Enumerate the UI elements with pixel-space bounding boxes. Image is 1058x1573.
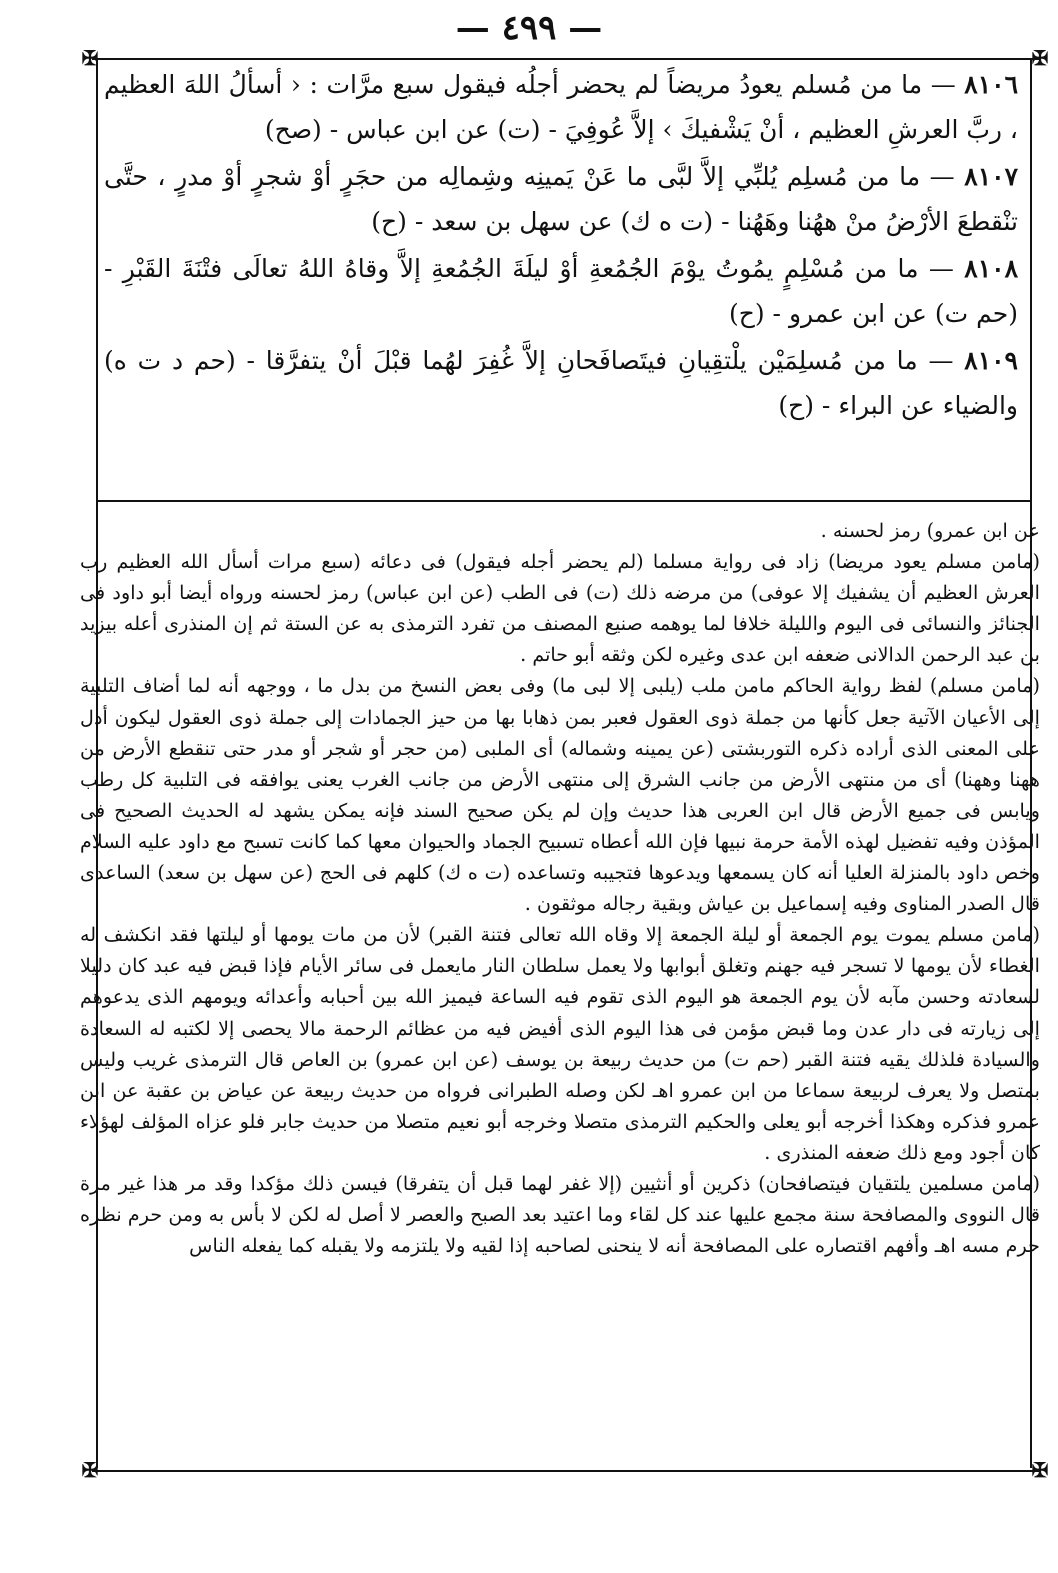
commentary-paragraph: (مامن مسلمين يلتقيان فيتصافحان) ذكرين أو أنثيين (إلا غفر لهما قبل أن يتفرقا) فيسن ذلك مؤكدا وقد مر هذا غير مرة قال النووى والمصافحة سنة مجمع عليها عند كل لقاء وما اعتيد بعد الصبح والعصر لا أصل له لكن لا بأس به ومن حرم نظره حرم مسه اهـ وأفهم اقتصاره على المصافحة أنه لا ينحنى لصاحبه إذا لقيه ولا يلتزمه ولا يقبله كما يفعله الناس <box>80 1171 1040 1258</box>
hadith-entry: ٨١٠٦ — ما من مُسلم يعودُ مريضاً لم يحضر أجلُه فيقول سبع مرَّات : ‹ أسألُ اللهَ العظيم ، ربَّ العرشِ العظيم ، أنْ يَشْفيكَ › إلاَّ عُوفِيَ - (ت) عن ابن عباس - (صح) <box>104 70 1018 144</box>
corner-ornament-icon: ✠ <box>81 46 99 70</box>
hadith-text: ما من مُسْلِمٍ يمُوتُ يوْمَ الجُمُعةِ أوْ ليلَةَ الجُمُعةِ إلاَّ وقاهُ اللهُ تعالَى فتْنَةَ القَبْرِ - (حم ت) عن ابن عمرو - (ح) <box>104 254 1018 328</box>
frame-top-rule <box>92 58 1040 60</box>
commentary-paragraph: (مامن مسلم يموت يوم الجمعة أو ليلة الجمعة إلا وقاه الله تعالى فتنة القبر) لأن من مات يومها أو ليلتها فقد انكشف له الغطاء لأن يومها لا تسجر فيه جهنم وتغلق أبوابها ولا يعمل سلطان النار مايعمل فى سائر الأيام فإذا قبض فيه عبد كان دليلا لسعادته وحسن مآبه لأن يوم الجمعة هو اليوم الذى تقوم فيه الساعة فيميز الله بين أحبابه وأعدائه ويومهم الذى يدعوهم إلى زيارته فى دار عدن وما قبض مؤمن فى هذا اليوم الذى أفيض فيه من عظائم الرحمة مالا يحصى إلا لكتبه له السعادة والسيادة فلذلك يقيه فتنة القبر (حم ت) من حديث ربيعة بن يوسف (عن ابن عمرو) بن العاص قال الترمذى غريب وليس بمتصل ولا يعرف لربيعة سماعا من ابن عمرو اهـ لكن وصله الطبرانى فرواه من حديث ربيعة عن عياض بن عقبة عن ابن عمرو فذكره وهكذا أخرجه أبو يعلى والحكيم الترمذى متصلا وخرجه أبو نعيم متصلا من حديث جابر فلو عزاه المؤلف لهؤلاء كان أجود ومع ذلك ضعفه المنذرى . <box>80 923 1040 1164</box>
hadith-entry: ٨١٠٧ — ما من مُسلِم يُلبِّي إلاَّ لبَّى ما عَنْ يَمينِه وشِمالِه من حجَرٍ أوْ شجرٍ أوْ مدرٍ ، حتَّى تنْقطعَ الأرْضُ منْ ههُنا وهَهُنا - (ت ه ك) عن سهل بن سعد - (ح) <box>104 162 1018 236</box>
hadith-entry: ٨١٠٨ — ما من مُسْلِمٍ يمُوتُ يوْمَ الجُمُعةِ أوْ ليلَةَ الجُمُعةِ إلاَّ وقاهُ اللهُ تعالَى فتْنَةَ القَبْرِ - (حم ت) عن ابن عمرو - (ح) <box>104 254 1018 328</box>
corner-ornament-icon: ✠ <box>1031 1458 1049 1482</box>
hadith-number: ٨١٠٦ <box>964 70 1018 99</box>
corner-ornament-icon: ✠ <box>1031 46 1049 70</box>
frame-bottom-rule <box>92 1470 1040 1472</box>
hadith-commentary-separator <box>96 500 1032 502</box>
hadith-number: ٨١٠٧ <box>964 162 1018 191</box>
commentary-section <box>80 515 1040 1261</box>
hadith-text: ما من مُسلِم يُلبِّي إلاَّ لبَّى ما عَنْ يَمينِه وشِمالِه من حجَرٍ أوْ شجرٍ أوْ مدرٍ ، حتَّى تنْقطعَ الأرْضُ منْ ههُنا وهَهُنا - (ت ه ك) عن سهل بن سعد - (ح) <box>104 162 1018 236</box>
hadith-text: ما من مُسلم يعودُ مريضاً لم يحضر أجلُه فيقول سبع مرَّات : ‹ أسألُ اللهَ العظيم ، ربَّ العرشِ العظيم ، أنْ يَشْفيكَ › إلاَّ عُوفِيَ - (ت) عن ابن عباس - (صح) <box>104 70 1018 144</box>
hadith-number: ٨١٠٨ <box>964 254 1018 283</box>
corner-ornament-icon: ✠ <box>81 1458 99 1482</box>
commentary-paragraph: عن ابن عمرو) رمز لحسنه . <box>820 519 1040 542</box>
commentary-paragraph: (مامن مسلم يعود مريضا) زاد فى رواية مسلما (لم يحضر أجله فيقول) فى دعائه (سبع مرات أسأل الله العظيم رب العرش العظيم أن يشفيك إلا عوفى) من مرضه ذلك (ت) فى الطب (عن ابن عباس) رمز لحسنه ورواه أيضا أبو داود فى الجنائز والنسائى فى اليوم والليلة خلافا لما يوهمه صنيع المصنف من تفرد الترمذى به عن الستة ثم إن المنذرى أعله بيزيد بن عبد الرحمن الدالانى ضعفه ابن عدى وغيره لكن وثقه أبو حاتم . <box>80 550 1040 667</box>
hadith-number: ٨١٠٩ <box>964 346 1018 375</box>
page-number: — ٤٩٩ — <box>455 8 603 48</box>
hadith-text: ما من مُسلِمَيْن يلْتقِيانِ فيتَصافَحانِ إلاَّ غُفِرَ لهُما قبْلَ أنْ يتفرَّقا - (حم د ت ه) والضياء عن البراء - (ح) <box>104 346 1018 420</box>
hadith-entry: ٨١٠٩ — ما من مُسلِمَيْن يلْتقِيانِ فيتَصافَحانِ إلاَّ غُفِرَ لهُما قبْلَ أنْ يتفرَّقا - (حم د ت ه) والضياء عن البراء - (ح) <box>104 346 1018 420</box>
commentary-paragraph: (مامن مسلم) لفظ رواية الحاكم مامن ملب (يلبى إلا لبى ما) وفى بعض النسخ من بدل ما ، ووجهه أنه لما أضاف التلبية إلى الأعيان الآتية جعل كأنها من جملة ذوى العقول فعبر بمن ذهابا بها من حيز الجمادات إلى جملة ذوى العقول ليكون أدل على المعنى الذى أراده ذكره التوربشتى (عن يمينه وشماله) أى الملبى (من حجر أو شجر أو مدر حتى تنقطع الأرض من ههنا وههنا) أى من منتهى الأرض من جانب الشرق إلى منتهى الأرض من جانب الغرب يعنى يوافقه فى التلبية كل رطب ويابس فى جميع الأرض قال ابن العربى هذا حديث وإن لم يكن صحيح السند فإنه يمكن يشهد له الحديث الصحيح فى المؤذن وفيه تفضيل لهذه الأمة حرمة نبيها فإن الله أعطاه تسبيح الجماد والحيوان معها كما كانت تسبح مع داود عليه السلام وخص داود بالمنزلة العليا أنه كان يسمعها ويدعوها فتجيبه وتساعده (ت ه ك) كلهم فى الحج (عن سهل بن سعد) الساعدى قال الصدر المناوى وفيه إسماعيل بن عياش وبقية رجاله موثقون . <box>80 674 1040 916</box>
hadith-list <box>104 62 1018 430</box>
